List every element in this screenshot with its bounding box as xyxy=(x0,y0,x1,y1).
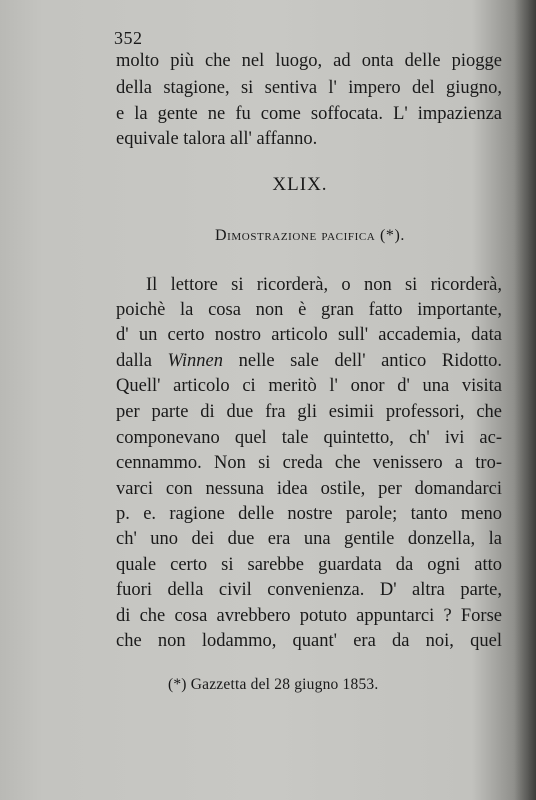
text-line: equivale talora all' affanno. xyxy=(116,129,318,149)
text-line: ch' uno dei due era una gentile donzella, la xyxy=(116,529,502,549)
text-segment: nelle sale dell' antico Ridotto. xyxy=(223,351,503,371)
text-line: fuori della civil convenienza. D' altra parte, xyxy=(116,580,502,600)
footnote: (*) Gazzetta del 28 giugno 1853. xyxy=(168,676,379,693)
section-title: Dimostrazione pacifica (*). xyxy=(214,227,406,244)
text-line: cennammo. Non si creda che venissero a tro- xyxy=(116,453,502,473)
text-line: Il lettore si ricorderà, o non si ricorderà, xyxy=(146,275,502,295)
text-line: poichè la cosa non è gran fatto importante, xyxy=(116,300,502,320)
italic-name: Winnen xyxy=(167,351,224,371)
section-number: XLIX. xyxy=(272,174,328,195)
text-line: di che cosa avrebbero potuto appuntarci ? Forse xyxy=(116,606,502,626)
text-line: e la gente ne fu come soffocata. L' impazienza xyxy=(116,104,502,124)
text-line: Quell' articolo ci meritò l' onor d' una visita xyxy=(116,376,502,396)
text-line: molto più che nel luogo, ad onta delle piogge xyxy=(116,51,502,71)
text-line: p. e. ragione delle nostre parole; tanto meno xyxy=(116,504,502,524)
text-segment: dalla xyxy=(116,351,168,371)
text-line: varci con nessuna idea ostile, per domandarci xyxy=(116,479,502,499)
text-line: d' un certo nostro articolo sull' accademia, data xyxy=(116,325,502,345)
binding-shadow xyxy=(514,0,536,800)
text-line: per parte di due fra gli esimii professori, che xyxy=(116,402,502,422)
text-line: che non lodammo, quant' era da noi, quel xyxy=(116,631,502,651)
text-line: componevano quel tale quintetto, ch' ivi ac- xyxy=(116,428,502,448)
text-line: della stagione, si sentiva l' impero del giugno, xyxy=(116,78,502,98)
text-line: quale certo si sarebbe guardata da ogni atto xyxy=(116,555,502,575)
page-number: 352 xyxy=(114,28,143,48)
text-line-with-italic xyxy=(116,348,502,374)
